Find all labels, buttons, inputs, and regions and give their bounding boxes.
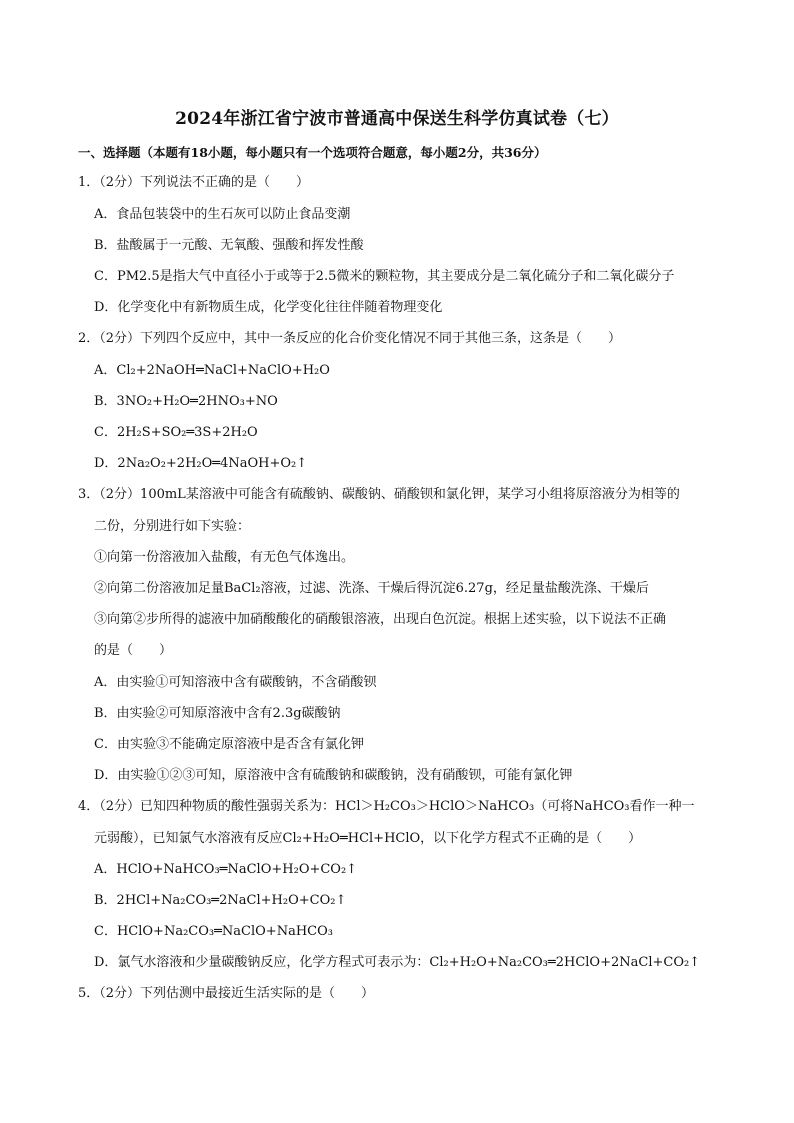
- section-heading: 一、选择题（本题有18小题，每小题只有一个选项符合题意，每小题2分，共36分）: [78, 145, 547, 160]
- question-3-option-a: A．由实验①可知溶液中含有碳酸钠，不含硝酸钡: [94, 675, 377, 690]
- question-3-stem-line-3: ①向第一份溶液加入盐酸，有无色气体逸出。: [94, 550, 355, 565]
- question-4-option-a: A．HClO+NaHCO₃═NaClO+H₂O+CO₂↑: [94, 862, 358, 877]
- question-5-stem: 5．（2分）下列估测中最接近生活实际的是（ ）: [78, 986, 375, 1001]
- question-3-option-b: B．由实验②可知原溶液中含有2.3g碳酸钠: [94, 706, 341, 721]
- page-title: 2024年浙江省宁波市普通高中保送生科学仿真试卷（七）: [175, 109, 619, 129]
- question-2-option-d: D．2Na₂O₂+2H₂O═4NaOH+O₂↑: [94, 456, 308, 471]
- question-1-stem: 1．（2分）下列说法不正确的是（ ）: [78, 175, 310, 190]
- question-1-option-c: C．PM2.5是指大气中直径小于或等于2.5微米的颗粒物，其主要成分是二氧化硫分子和二氧化碳分子: [94, 269, 675, 284]
- question-4-stem-line-1: 4．（2分）已知四种物质的酸性强弱关系为：HCl＞H₂CO₃＞HClO＞NaHCO₃（可将NaHCO₃看作一种一: [78, 799, 695, 814]
- question-4-stem-line-2: 元弱酸），已知氯气水溶液有反应Cl₂+H₂O═HCl+HClO，以下化学方程式不正确的是（ ）: [94, 831, 642, 846]
- question-3-stem-line-1: 3．（2分）100mL某溶液中可能含有硫酸钠、碳酸钠、硝酸钡和氯化钾，某学习小组将原溶液分为相等的: [78, 487, 680, 502]
- question-2-stem: 2．（2分）下列四个反应中，其中一条反应的化合价变化情况不同于其他三条，这条是（ ）: [78, 331, 622, 346]
- question-1-option-b: B．盐酸属于一元酸、无氧酸、强酸和挥发性酸: [94, 238, 364, 253]
- question-3-stem-line-2: 二份，分别进行如下实验：: [94, 519, 251, 534]
- question-3-stem-line-6: 的是（ ）: [94, 643, 173, 658]
- question-2-option-b: B．3NO₂+H₂O═2HNO₃+NO: [94, 394, 278, 409]
- question-4-option-b: B．2HCl+Na₂CO₃═2NaCl+H₂O+CO₂↑: [94, 893, 347, 908]
- question-3-stem-line-4: ②向第二份溶液加足量BaCl₂溶液，过滤、洗涤、干燥后得沉淀6.27g，经足量盐酸洗涤、干燥后: [94, 581, 649, 596]
- question-2-option-c: C．2H₂S+SO₂═3S+2H₂O: [94, 425, 258, 440]
- question-3-option-c: C．由实验③不能确定原溶液中是否含有氯化钾: [94, 737, 364, 752]
- question-4-option-c: C．HClO+Na₂CO₃═NaClO+NaHCO₃: [94, 924, 333, 939]
- question-3-stem-line-5: ③向第②步所得的滤液中加硝酸酸化的硝酸银溶液，出现白色沉淀。根据上述实验，以下说法不正确: [94, 612, 667, 627]
- question-4-option-d: D．氯气水溶液和少量碳酸钠反应，化学方程式可表示为：Cl₂+H₂O+Na₂CO₃═2HClO+2NaCl+CO₂↑: [94, 955, 701, 970]
- question-1-option-d: D．化学变化中有新物质生成，化学变化往往伴随着物理变化: [94, 300, 443, 315]
- question-1-option-a: A．食品包装袋中的生石灰可以防止食品变潮: [94, 207, 351, 222]
- question-2-option-a: A．Cl₂+2NaOH═NaCl+NaClO+H₂O: [94, 363, 330, 378]
- question-3-option-d: D．由实验①②③可知，原溶液中含有硫酸钠和碳酸钠，没有硝酸钡，可能有氯化钾: [94, 768, 573, 783]
